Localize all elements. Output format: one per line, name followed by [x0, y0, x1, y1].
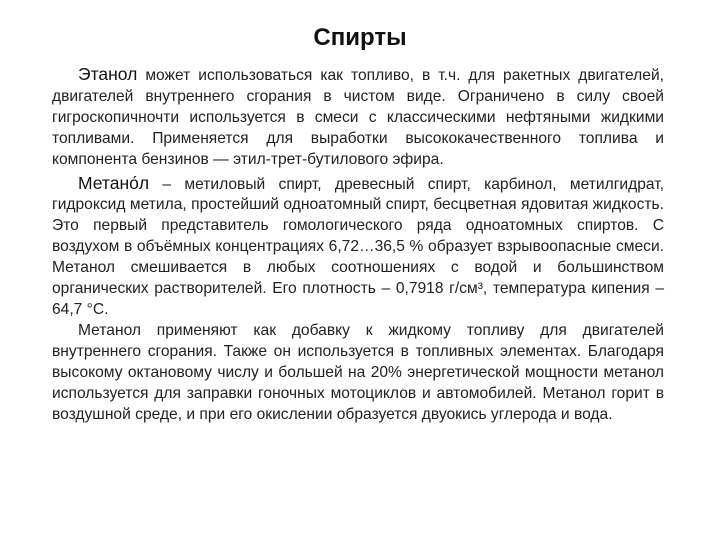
paragraph-methanol-text: – метиловый спирт, древесный спирт, карбинол, метилгидрат, гидроксид метила, простейший одноатомный спирт, бесцветная ядовитая жидкость. Это первый представитель гомологического ряда одноатомных спиртов. С воздухом в объёмных концентрациях 6,72…36,5 % образует взрывоопасные смеси. Метанол смешивается в любых соотношениях с водой и большинством органических растворителей. Его плотность – 0,7918 г/см³, температура кипения – 64,7 °C.	[52, 175, 664, 318]
term-ethanol: Этанол	[78, 64, 138, 84]
page-title: Спирты	[313, 24, 407, 51]
document-body	[52, 64, 664, 425]
paragraph-ethanol-text: может использоваться как топливо, в т.ч. для ракетных двигателей, двигателей внутреннего сгорания в чистом виде. Ограничено в силу своей гигроскопичночти используется в смеси с классическими нефтяными жидкими топливами. Применяется для выработки высококачественного топлива и компонента бензинов — этил-трет-бутилового эфира.	[52, 67, 664, 168]
paragraph-ethanol	[52, 64, 664, 171]
term-methanol: Метано́л	[78, 172, 150, 193]
paragraph-methanol	[52, 173, 664, 321]
paragraph-methanol-usage: Метанол применяют как добавку к жидкому топливу для двигателей внутреннего сгорания. Также он используется в топливных элементах. Благодаря высокому октановому числу и большей на 20% энергетической мощности метанол используется для заправки гоночных мотоциклов и автомобилей. Метанол горит в воздушной среде, и при его окислении образуется двуокись углерода и вода.	[52, 321, 664, 423]
